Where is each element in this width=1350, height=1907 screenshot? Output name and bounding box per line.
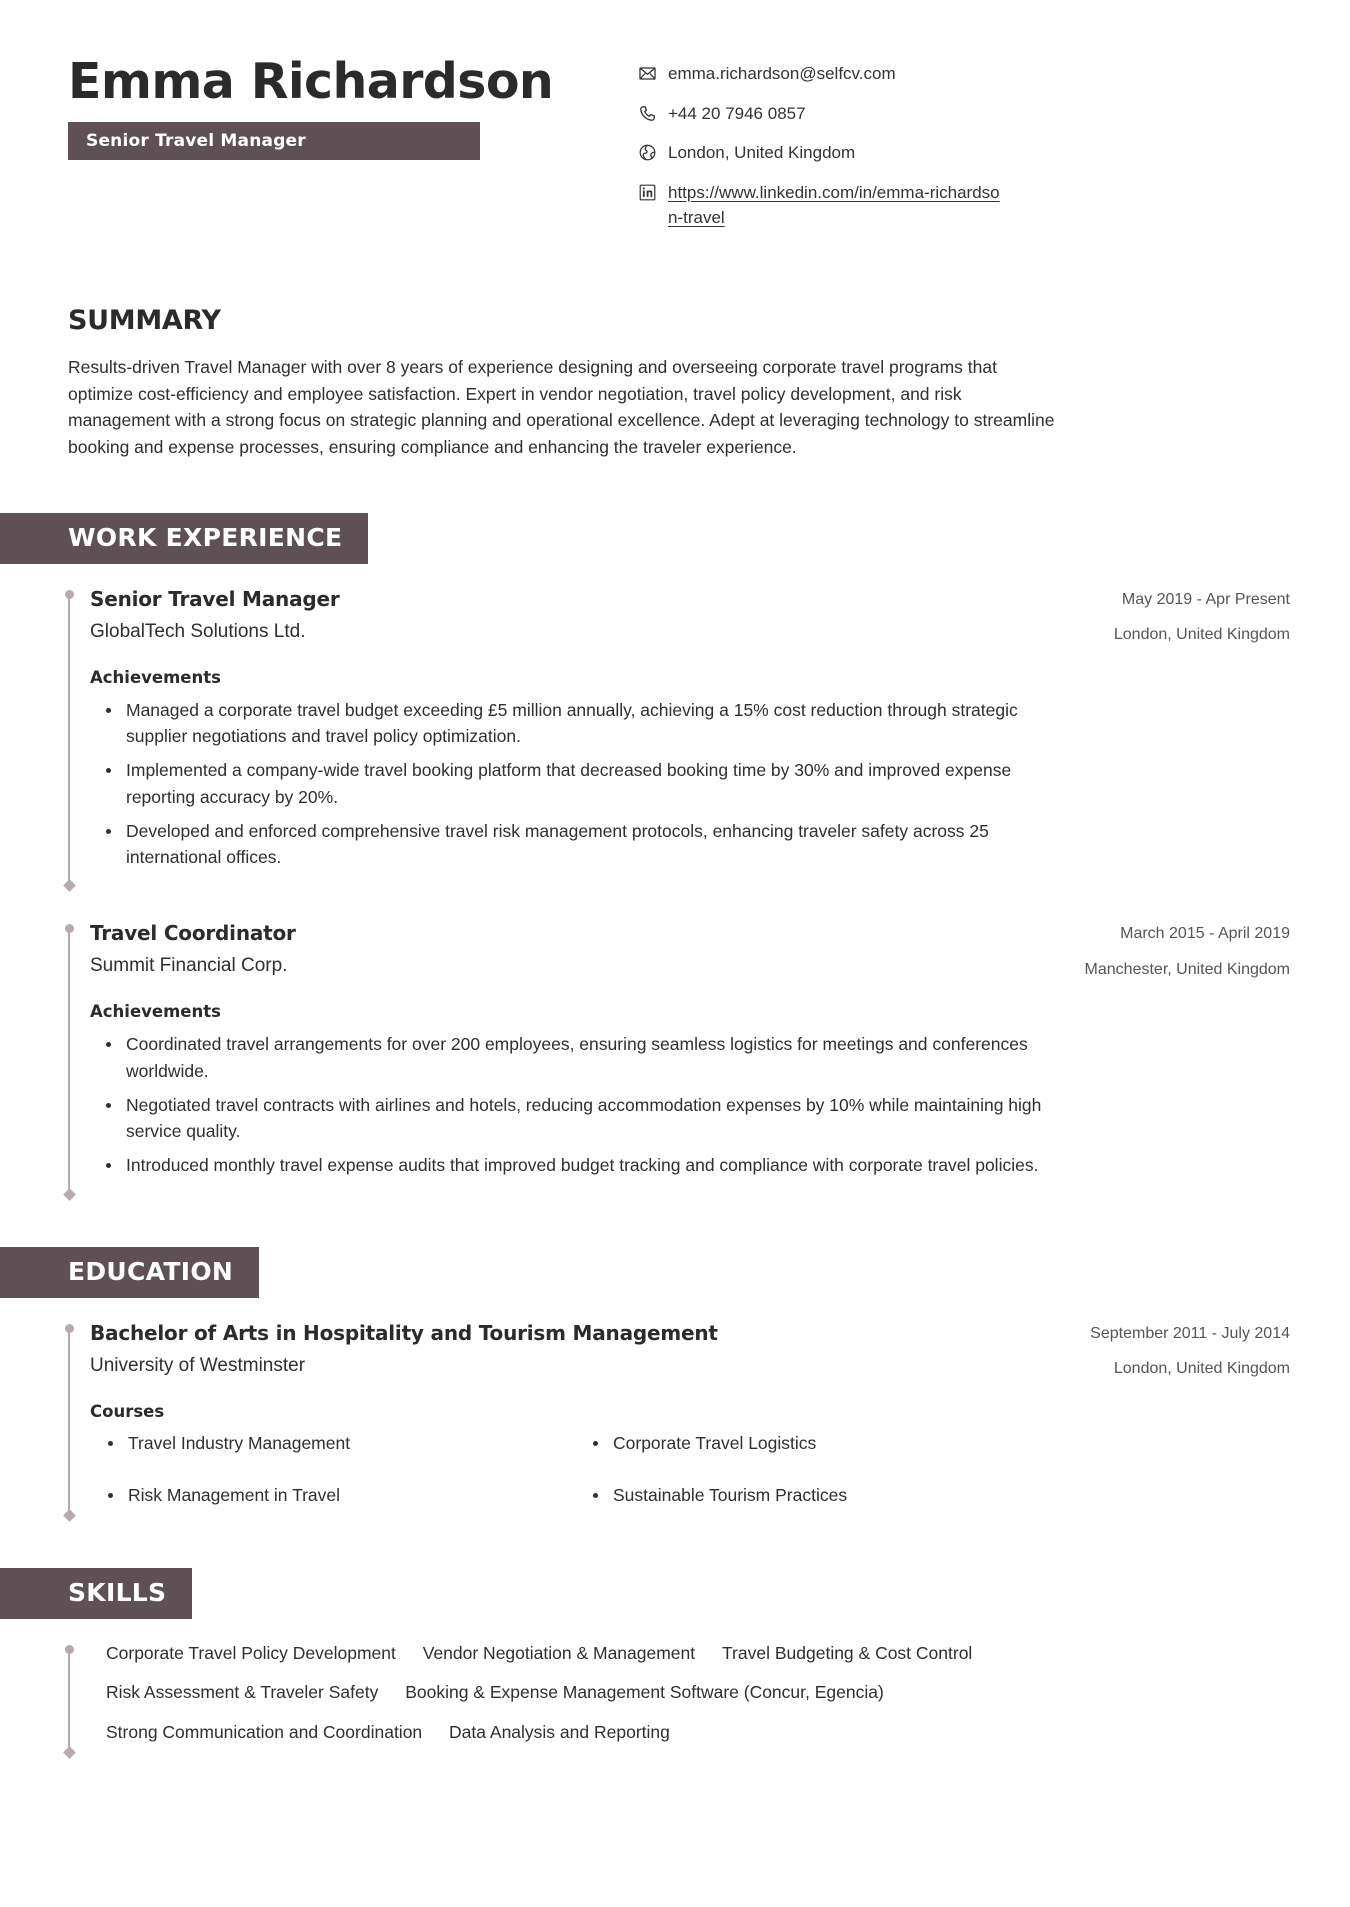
course-item: Sustainable Tourism Practices	[575, 1483, 1030, 1508]
work-organization: Summit Financial Corp.	[90, 955, 288, 977]
skills-row	[106, 1680, 1290, 1705]
achievements-label: Achievements	[90, 667, 221, 687]
work-entry-titles	[90, 920, 1085, 979]
entry-spacer	[68, 886, 1290, 920]
work-location: Manchester, United Kingdom	[1084, 960, 1290, 978]
work-achievements-list	[90, 1031, 1290, 1178]
timeline-dot-start	[65, 1645, 74, 1654]
skill-item: Booking & Expense Management Software (Concur, Egencia)	[405, 1682, 884, 1703]
work-entry-header	[90, 586, 1290, 646]
achievement-item: Introduced monthly travel expense audits that improved budget tracking and compliance with corporate travel policies.	[90, 1152, 1050, 1178]
work-entry	[68, 586, 1290, 887]
education-entry	[68, 1320, 1290, 1516]
job-title-band: Senior Travel Manager	[68, 122, 480, 160]
timeline-line	[68, 1328, 70, 1516]
skill-item: Risk Assessment & Traveler Safety	[106, 1682, 379, 1703]
work-organization: GlobalTech Solutions Ltd.	[90, 620, 306, 642]
achievement-item: Developed and enforced comprehensive travel risk management protocols, enhancing traveler safety across 25 international offices.	[90, 818, 1050, 871]
education-institution: University of Westminster	[90, 1354, 306, 1376]
skills-lines	[90, 1641, 1290, 1745]
education-location: London, United Kingdom	[1113, 1360, 1290, 1378]
skills-row	[106, 1720, 1290, 1745]
work-entry	[68, 920, 1290, 1194]
education-entry-meta	[1090, 1320, 1290, 1380]
timeline-diamond-end	[63, 1746, 76, 1759]
work-entry-meta	[1114, 586, 1290, 646]
achievement-item: Coordinated travel arrangements for over 200 employees, ensuring seamless logistics for meetings and conferences worldwide.	[90, 1031, 1050, 1084]
summary-text: Results-driven Travel Manager with over 8 years of experience designing and overseeing corporate travel programs that optimize cost-efficiency and employee satisfaction. Expert in vendor negotiation, travel policy development, and risk management with a strong focus on strategic planning and operational excellence. Adept at leveraging technology to streamline booking and expense processes, ensuring compliance and enhancing the traveler experience.	[68, 357, 1055, 457]
skill-item: Strong Communication and Coordination	[106, 1721, 423, 1742]
skill-item: Travel Budgeting & Cost Control	[722, 1642, 973, 1663]
course-item: Risk Management in Travel	[90, 1483, 545, 1508]
contact-linkedin-link[interactable]: https://www.linkedin.com/in/emma-richardson-travel	[668, 182, 1000, 227]
achievement-item: Implemented a company-wide travel booking platform that decreased booking time by 30% and improved expense reporting accuracy by 20%.	[90, 757, 1050, 810]
education-band-wrap	[0, 1247, 1350, 1298]
full-name: Emma Richardson	[68, 53, 554, 110]
course-item: Corporate Travel Logistics	[575, 1431, 1030, 1456]
contact-list	[628, 52, 1290, 245]
work-experience-list	[0, 586, 1350, 1195]
course-item: Travel Industry Management	[90, 1431, 545, 1456]
contact-email-text: emma.richardson@selfcv.com	[668, 64, 896, 83]
skill-item: Corporate Travel Policy Development	[106, 1642, 396, 1663]
envelope-icon	[638, 62, 668, 83]
courses-label: Courses	[90, 1401, 165, 1421]
timeline-diamond-end	[63, 1188, 76, 1201]
skills-row	[106, 1641, 1290, 1666]
education-degree: Bachelor of Arts in Hospitality and Tourism Management	[90, 1320, 718, 1345]
work-role: Senior Travel Manager	[90, 586, 340, 611]
work-entry-titles	[90, 586, 1114, 645]
timeline-line	[68, 1649, 70, 1753]
education-entry-header	[90, 1320, 1290, 1380]
skill-item: Vendor Negotiation & Management	[422, 1642, 696, 1663]
summary-heading: SUMMARY	[68, 305, 221, 337]
contact-item-linkedin[interactable]	[638, 181, 1290, 230]
achievement-item: Negotiated travel contracts with airlines and hotels, reducing accommodation expenses by 10% while maintaining high service quality.	[90, 1092, 1050, 1145]
contact-item-phone	[638, 102, 1290, 127]
work-experience-heading: WORK EXPERIENCE	[0, 513, 368, 564]
achievement-item: Managed a corporate travel budget exceeding £5 million annually, achieving a 15% cost reduction through strategic supplier negotiations and travel policy optimization.	[90, 697, 1050, 750]
work-role: Travel Coordinator	[90, 921, 296, 946]
skills-heading: SKILLS	[0, 1568, 192, 1619]
work-achievements-list	[90, 697, 1290, 871]
skills-section	[0, 1641, 1350, 1753]
timeline-line	[68, 594, 70, 887]
work-entry-header	[90, 920, 1290, 980]
linkedin-icon	[638, 181, 668, 202]
contact-item-email	[638, 62, 1290, 87]
timeline-dot-start	[65, 1324, 74, 1333]
work-experience-band-wrap	[0, 513, 1350, 564]
work-dates: May 2019 - Apr Present	[1121, 590, 1290, 608]
work-entry-meta	[1085, 920, 1290, 980]
education-list	[0, 1320, 1350, 1516]
globe-icon	[638, 141, 668, 162]
achievements-label: Achievements	[90, 1002, 221, 1022]
skills-entry	[68, 1641, 1290, 1753]
timeline-dot-start	[65, 590, 74, 599]
education-entry-titles	[90, 1320, 1090, 1379]
skills-band-wrap	[0, 1568, 1350, 1619]
timeline-line	[68, 928, 70, 1194]
contact-location-text: London, United Kingdom	[668, 143, 856, 163]
timeline-diamond-end	[63, 1509, 76, 1522]
header-identity	[68, 52, 628, 160]
courses-grid	[90, 1431, 1030, 1508]
timeline-dot-start	[65, 924, 74, 933]
phone-icon	[638, 102, 668, 123]
contact-item-location	[638, 141, 1290, 166]
education-dates: September 2011 - July 2014	[1090, 1324, 1290, 1342]
summary-section	[0, 305, 1350, 460]
resume-header	[0, 0, 1350, 245]
contact-phone-text: +44 20 7946 0857	[668, 103, 806, 123]
work-dates: March 2015 - April 2019	[1120, 925, 1290, 943]
work-location: London, United Kingdom	[1113, 626, 1290, 644]
education-heading: EDUCATION	[0, 1247, 259, 1298]
skill-item: Data Analysis and Reporting	[449, 1721, 670, 1742]
